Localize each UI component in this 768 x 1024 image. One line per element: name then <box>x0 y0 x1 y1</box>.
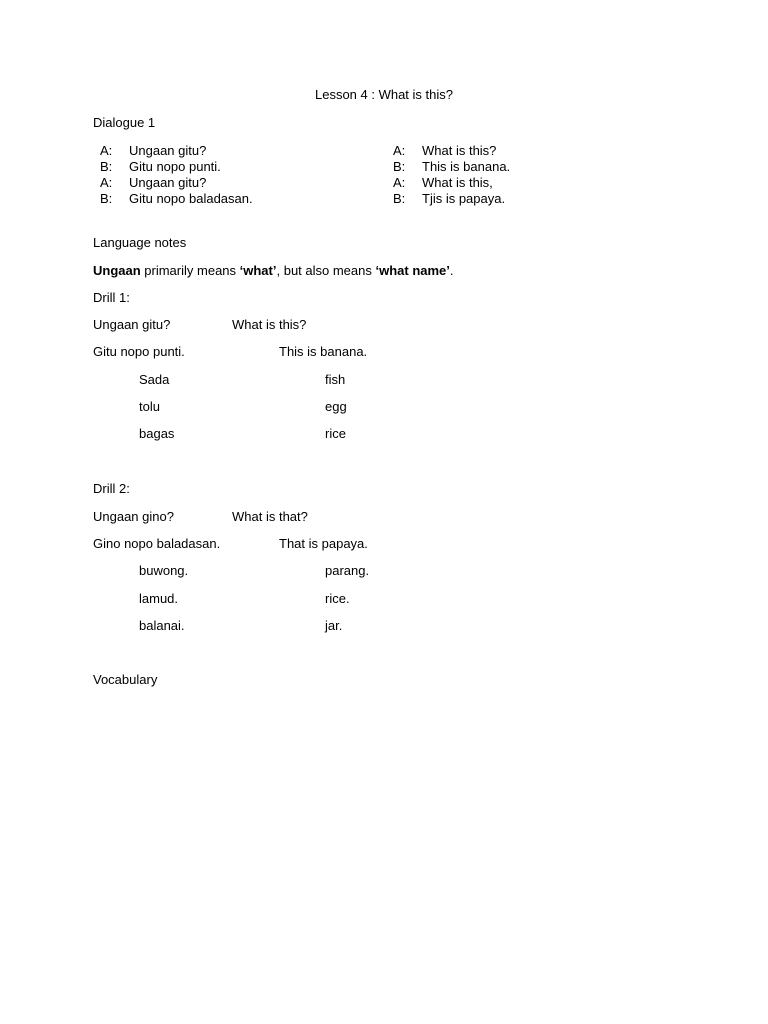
drill1-question: Ungaan gitu? <box>93 317 171 332</box>
drill2-question-translation: What is that? <box>232 509 308 524</box>
drill2-heading: Drill 2: <box>93 481 130 496</box>
drill2-word: balanai. <box>139 618 185 633</box>
drill2-answer-translation: That is papaya. <box>279 536 368 551</box>
drill2-word: lamud. <box>139 591 179 606</box>
speaker-label: A: <box>100 143 113 158</box>
drill1-word-translation: fish <box>325 372 346 387</box>
speaker-label: A: <box>393 175 406 190</box>
drill1-answer-translation: This is banana. <box>279 344 368 359</box>
speaker-label: A: <box>393 143 406 158</box>
drill1-word: tolu <box>139 399 160 414</box>
note-text: , but also means <box>276 263 376 278</box>
speaker-label: B: <box>393 191 406 206</box>
drill2-question: Ungaan gino? <box>93 509 174 524</box>
language-note-paragraph <box>93 263 454 279</box>
page-title: Lesson 4 : What is this? <box>314 87 453 102</box>
utterance: What is this? <box>422 143 497 158</box>
utterance: Ungaan gitu? <box>129 143 207 158</box>
vocabulary-heading: Vocabulary <box>93 672 158 687</box>
language-notes-heading: Language notes <box>93 235 187 250</box>
utterance: Tjis is papaya. <box>422 191 506 206</box>
dialogue-heading: Dialogue 1 <box>93 115 156 130</box>
utterance: Gitu nopo baladasan. <box>129 191 253 206</box>
utterance: Gitu nopo punti. <box>129 159 221 174</box>
drill2-word-translation: jar. <box>325 618 343 633</box>
drill1-word-translation: egg <box>325 399 347 414</box>
drill1-word-translation: rice <box>325 426 346 441</box>
note-text: . <box>449 263 454 278</box>
drill1-heading: Drill 1: <box>93 290 130 305</box>
utterance: Ungaan gitu? <box>129 175 207 190</box>
note-meaning-what-name: ‘what name’ <box>375 263 450 278</box>
drill2-word: buwong. <box>139 563 189 578</box>
drill1-word: Sada <box>139 372 170 387</box>
speaker-label: B: <box>100 191 113 206</box>
note-word: Ungaan <box>93 263 141 278</box>
drill1-answer: Gitu nopo punti. <box>93 344 185 359</box>
speaker-label: B: <box>393 159 406 174</box>
drill2-word-translation: rice. <box>325 591 350 606</box>
speaker-label: B: <box>100 159 113 174</box>
drill1-question-translation: What is this? <box>232 317 307 332</box>
drill1-word: bagas <box>139 426 175 441</box>
drill2-answer: Gino nopo baladasan. <box>93 536 221 551</box>
note-meaning-what: ‘what’ <box>239 263 277 278</box>
speaker-label: A: <box>100 175 113 190</box>
drill2-word-translation: parang. <box>325 563 370 578</box>
utterance: What is this, <box>422 175 493 190</box>
note-text: primarily means <box>140 263 240 278</box>
utterance: This is banana. <box>422 159 511 174</box>
